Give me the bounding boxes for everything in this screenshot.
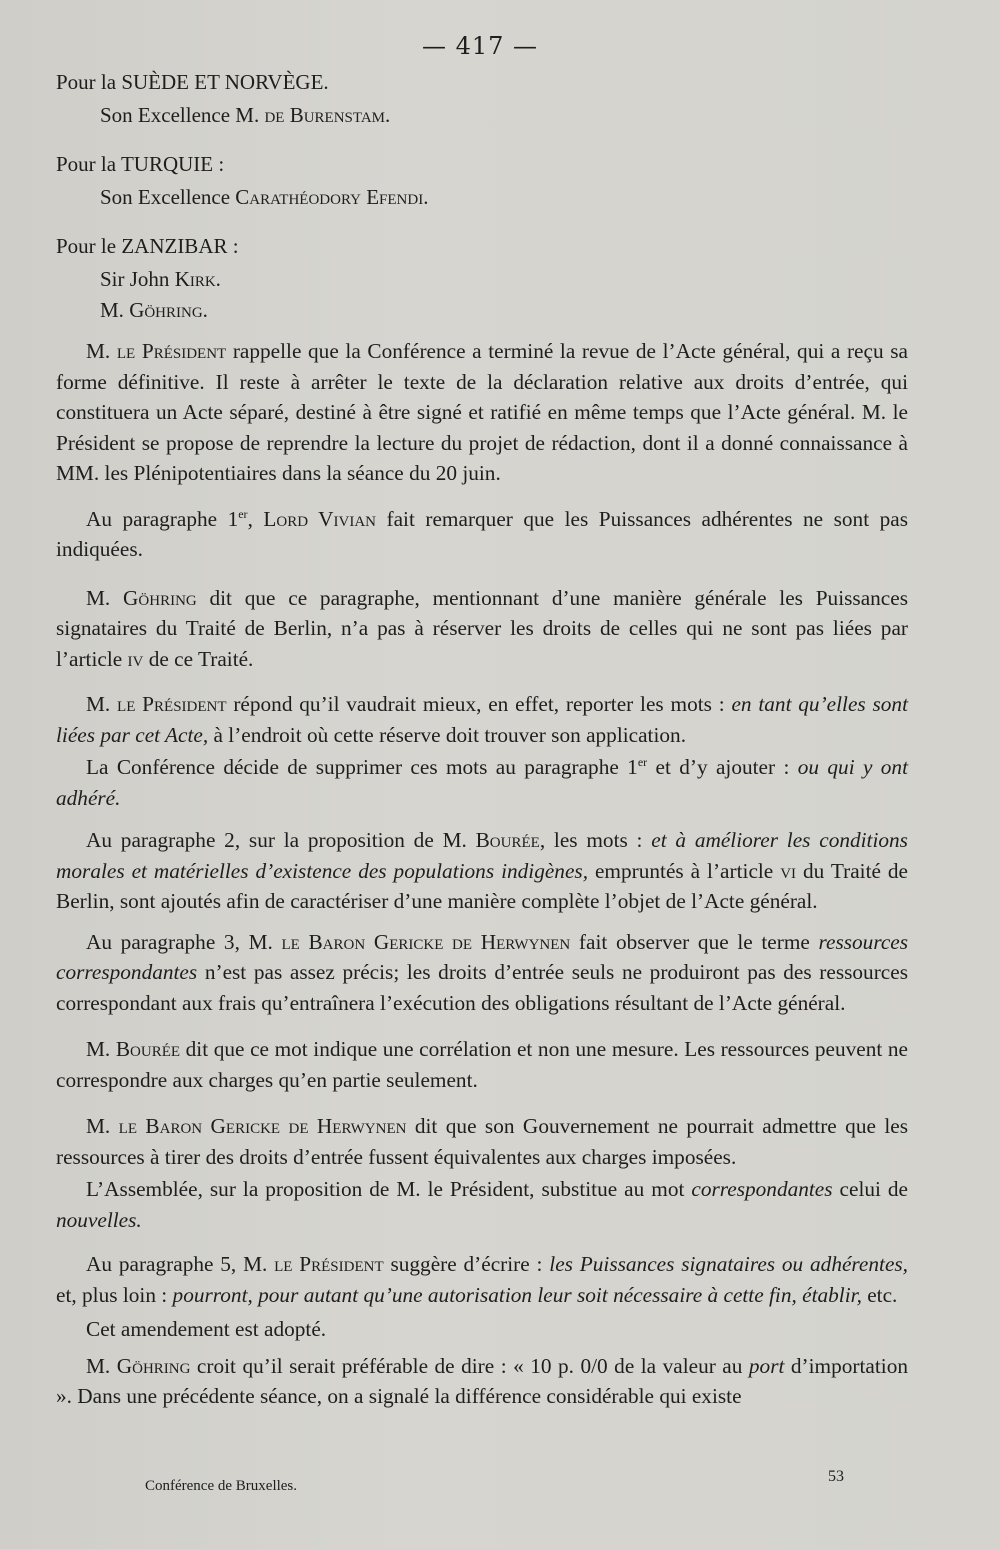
paragraph-text: , les mots :: [539, 828, 652, 852]
paragraph-text: L’Assemblée, sur la proposition de M. le Président, substitue au mot: [86, 1177, 692, 1201]
speaker-name: M. le Baron Gericke de Herwynen: [248, 929, 571, 954]
paragraph-text: du Traité de Berlin, sont ajoutés afin de caractériser d’une manière complète l’objet de l’Acte général.: [56, 858, 909, 913]
delegation-member: [56, 182, 916, 213]
paragraph: [56, 583, 908, 675]
member-name: Kirk.: [174, 267, 221, 291]
paragraph-text: celui de: [832, 1177, 909, 1201]
paragraph-text: n’est pas assez précis; les droits d’entrée seuls ne produiront pas des ressources correspondant aux frais qu’entraînera l’exécution des obligations résultant de l’Acte général.: [56, 960, 908, 1015]
speaker-name: Lord Vivian: [263, 506, 377, 531]
member-prefix: Son Excellence: [100, 185, 236, 209]
paragraph-text: croit qu’il serait préférable de dire : « 10 p. 0/0 de la valeur au: [190, 1353, 749, 1378]
paragraph-text: et, plus loin :: [56, 1282, 173, 1307]
quoted-text: port: [748, 1353, 785, 1378]
paragraph-text: suggère d’écrire :: [383, 1252, 550, 1276]
member-prefix: Son Excellence M.: [100, 103, 265, 127]
member-prefix: Sir John: [100, 267, 175, 291]
signature-mark: 53: [828, 1468, 844, 1485]
quoted-text: nouvelles.: [56, 1207, 142, 1232]
paragraph-text: dit que ce mot indique une corrélation et non une mesure. Les ressources peuvent ne correspondre aux charges qu’en partie seulement.: [56, 1037, 908, 1092]
paragraph: [56, 825, 908, 917]
paragraph: [56, 336, 908, 489]
speaker-name: M. Bourée: [442, 828, 540, 852]
paragraph-text: de ce Traité.: [143, 646, 254, 671]
speaker-name: M. le Président: [86, 339, 227, 363]
superscript: er: [238, 506, 248, 521]
minutes-body: [56, 336, 908, 1412]
paragraph-text: Au paragraphe 5,: [86, 1252, 244, 1276]
country-prefix: Pour la: [56, 152, 121, 176]
speaker-name: M. le Baron Gericke de Herwynen: [86, 1114, 407, 1138]
quoted-text: en tant qu’elles sont liées par cet Acte,: [56, 692, 908, 747]
paragraph: [56, 1034, 908, 1095]
quoted-text: et à améliorer les conditions morales et matérielles d’existence des populations indigènes,: [56, 828, 908, 883]
speaker-name: M. le Président: [243, 1252, 384, 1276]
paragraph-text: et d’y ajouter :: [647, 755, 798, 779]
speaker-name: M. Bourée: [86, 1037, 181, 1061]
paragraph-text: rappelle que la Conférence a terminé la revue de l’Acte général, qui a reçu sa forme définitive. Il reste à arrêter le texte de la déclaration relative aux droits d’entrée, qui constituera un Acte séparé, destiné à être signé et ratifié en même temps que l’Acte général. M. le Président se propose de reprendre la lecture du projet de rédaction, dont il a donné connaissance à MM. les Plénipotentiaires dans la séance du 20 juin.: [56, 339, 908, 485]
country-name: ZANZIBAR :: [121, 234, 239, 258]
paragraph-text: empruntés à l’article: [588, 858, 781, 883]
paragraph-text: fait observer que le terme: [570, 929, 819, 954]
country-name: SUÈDE ET NORVÈGE.: [121, 70, 329, 94]
paragraph: [56, 1314, 908, 1345]
paragraph-text: Au paragraphe 3,: [86, 929, 249, 954]
delegation-country: [56, 67, 916, 98]
paragraph-text: Cet amendement est adopté.: [86, 1317, 327, 1341]
paragraph-text: ,: [247, 506, 264, 531]
delegation-member: [56, 295, 916, 326]
quoted-text: pourront, pour autant qu’une autorisation leur soit nécessaire à cette fin, établir,: [172, 1282, 862, 1307]
country-name: TURQUIE :: [120, 152, 225, 176]
paragraph: [56, 504, 908, 565]
paragraph: [56, 1174, 908, 1235]
delegation-member: [56, 264, 916, 295]
quoted-text: correspondantes: [691, 1177, 833, 1201]
paragraph-text: dit que ce paragraphe, mentionnant d’une manière générale les Puissances signataires du Traité de Berlin, n’a pas à réserver les droits de celles qui ne sont pas liées par l’article: [56, 585, 908, 671]
paragraph: [56, 1351, 908, 1412]
member-name: de Burenstam.: [264, 103, 391, 127]
page-number: — 417 —: [421, 32, 539, 60]
paragraph-text: répond qu’il vaudrait mieux, en effet, reporter les mots :: [226, 692, 732, 716]
delegation-country: [56, 231, 916, 262]
delegation-member: [56, 100, 916, 131]
country-prefix: Pour la: [56, 70, 122, 94]
paragraph-text: fait remarquer que les Puissances adhérentes ne sont pas indiquées.: [56, 506, 908, 561]
quoted-text: ou qui y ont adhéré.: [56, 755, 909, 810]
delegation-list: [56, 67, 916, 326]
quoted-text: les Puissances signataires ou adhérentes,: [549, 1252, 909, 1276]
member-prefix: M.: [100, 298, 130, 322]
speaker-name: M. le Président: [86, 692, 227, 716]
paragraph: [56, 1249, 908, 1310]
speaker-name: M. Göhring: [86, 585, 197, 610]
superscript: er: [637, 755, 648, 769]
paragraph-text: La Conférence décide de supprimer ces mots au paragraphe 1: [86, 755, 638, 779]
paragraph-text: Au paragraphe 2, sur la proposition de: [86, 828, 443, 852]
footer-source: Conférence de Bruxelles.: [145, 1478, 298, 1494]
member-name: Carathéodory Efendi.: [235, 185, 429, 209]
paragraph: [56, 752, 908, 813]
delegation-country: [56, 149, 916, 180]
paragraph: [56, 927, 908, 1019]
paragraph-text: dit que son Gouvernement ne pourrait admettre que les ressources à tirer des droits d’entrée fussent équivalentes aux charges imposées.: [56, 1114, 908, 1169]
article-number: iv: [127, 646, 144, 671]
article-number: vi: [780, 858, 797, 883]
paragraph-text: à l’endroit où cette réserve doit trouver son application.: [208, 722, 687, 747]
quoted-text: ressources correspondantes: [56, 929, 909, 984]
country-prefix: Pour le: [56, 234, 122, 258]
paragraph: [56, 689, 908, 750]
paragraph-text: d’importation ». Dans une précédente séance, on a signalé la différence considérable qui existe: [56, 1353, 909, 1408]
paragraph-text: etc.: [861, 1282, 898, 1307]
paragraph-text: Au paragraphe 1: [86, 506, 239, 531]
paragraph: [56, 1111, 908, 1172]
member-name: Göhring.: [129, 298, 208, 322]
speaker-name: M. Göhring: [86, 1353, 191, 1378]
